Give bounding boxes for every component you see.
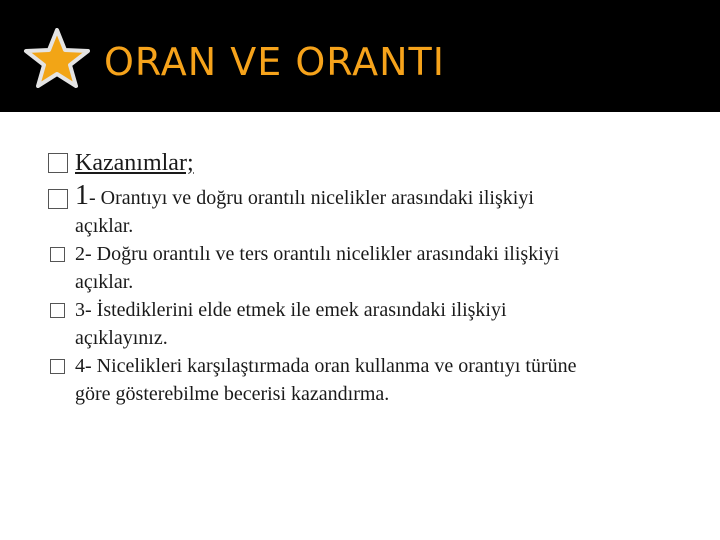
item-text: - Orantıyı ve doğru orantılı nicelikler arasındaki ilişkiyi (89, 187, 534, 209)
heading-line (48, 148, 698, 178)
item-continuation: açıklar. (75, 271, 134, 293)
item-continuation: açıklar. (75, 215, 134, 237)
star-icon (22, 28, 92, 88)
bullet-box-icon (48, 153, 68, 173)
list-item (48, 352, 698, 380)
list-item (48, 182, 698, 212)
item-text: 2- Doğru orantılı ve ters orantılı nicelikler arasındaki ilişkiyi (75, 243, 560, 265)
item-text: 4- Nicelikleri karşılaştırmada oran kullanma ve orantıyı türüne (75, 355, 577, 377)
list-item (48, 240, 698, 268)
item-continuation: göre gösterebilme becerisi kazandırma. (75, 383, 390, 405)
bullet-box-icon (50, 303, 65, 318)
bullet-box-icon (48, 189, 68, 209)
section-heading: Kazanımlar; (75, 150, 194, 176)
item-continuation: açıklayınız. (75, 327, 168, 349)
bullet-box-icon (50, 359, 65, 374)
item-number: 1 (75, 180, 89, 211)
slide-body (48, 148, 698, 408)
list-item (48, 296, 698, 324)
page-title: ORAN VE ORANTI (104, 40, 445, 84)
title-bar (0, 0, 720, 112)
bullet-box-icon (50, 247, 65, 262)
item-text: 3- İstediklerini elde etmek ile emek arasındaki ilişkiyi (75, 299, 507, 321)
